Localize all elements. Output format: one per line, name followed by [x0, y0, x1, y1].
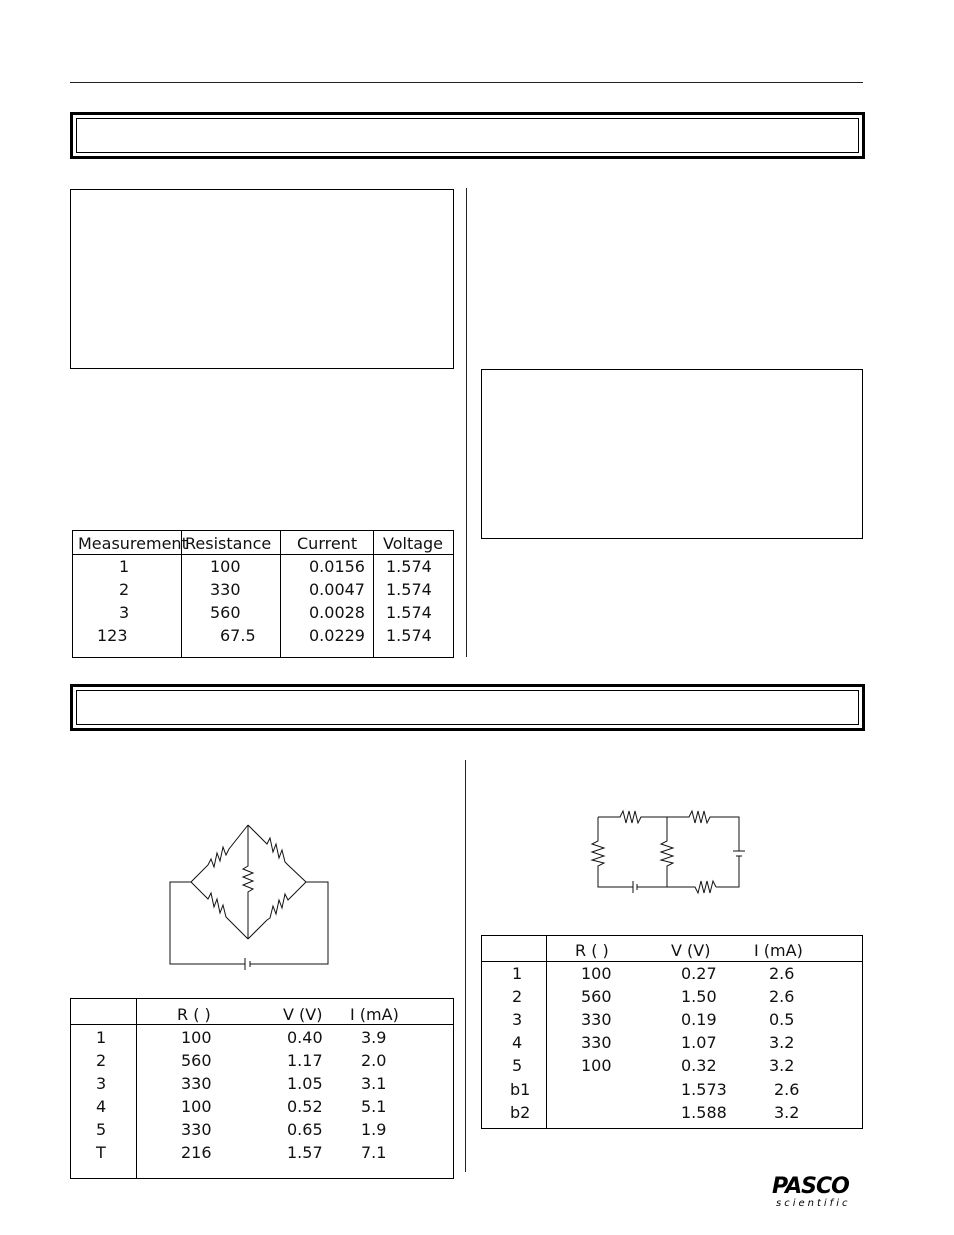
table-cell: 330 — [181, 1074, 212, 1093]
table-cell: 67.5 — [220, 626, 256, 645]
table-cell: 0.0028 — [309, 603, 365, 622]
table-cell: b1 — [510, 1080, 531, 1099]
table-cell: 3.1 — [361, 1074, 387, 1093]
table-cell: 1.57 — [287, 1143, 323, 1162]
table-cell: 330 — [181, 1120, 212, 1139]
table-cell: 560 — [181, 1051, 212, 1070]
column-divider-bottom — [465, 760, 466, 1172]
table-cell: 2 — [119, 580, 130, 599]
table-cell: 2.0 — [361, 1051, 387, 1070]
table-cell: 100 — [210, 557, 241, 576]
table-cell: 3.2 — [774, 1103, 800, 1122]
table-header: I (mA) — [350, 1005, 399, 1024]
table-cell: 4 — [96, 1097, 107, 1116]
empty-answer-box-right — [481, 369, 863, 539]
table-cell: 100 — [181, 1097, 212, 1116]
table-cell: 1.574 — [386, 580, 432, 599]
table-cell: 3 — [119, 603, 130, 622]
table-cell: 0.0047 — [309, 580, 365, 599]
bridge-circuit-diagram — [165, 818, 335, 970]
table-cell: 1.50 — [681, 987, 717, 1006]
table-cell: 3 — [96, 1074, 107, 1093]
table-cell: 0.0156 — [309, 557, 365, 576]
table-cell: 0.52 — [287, 1097, 323, 1116]
table-cell: 0.5 — [769, 1010, 795, 1029]
table-header: V (V) — [283, 1005, 323, 1024]
table-header: I (mA) — [754, 941, 803, 960]
table-cell: 1 — [96, 1028, 107, 1047]
table-cell: 216 — [181, 1143, 212, 1162]
table-cell: 0.27 — [681, 964, 717, 983]
table-cell: 1.574 — [386, 603, 432, 622]
table-cell: 2.6 — [769, 964, 795, 983]
table-cell: 330 — [581, 1033, 612, 1052]
table-cell: 3.2 — [769, 1056, 795, 1075]
section-banner-bottom — [70, 684, 865, 731]
table-cell: 1.17 — [287, 1051, 323, 1070]
table-cell: 123 — [97, 626, 128, 645]
table-cell: 0.65 — [287, 1120, 323, 1139]
table-cell: 0.19 — [681, 1010, 717, 1029]
table-cell: 1.574 — [386, 626, 432, 645]
table-cell: 560 — [581, 987, 612, 1006]
table-cell: 3 — [512, 1010, 523, 1029]
table-cell: 100 — [581, 1056, 612, 1075]
table-header: Measurement — [78, 534, 188, 553]
table-cell: 1.574 — [386, 557, 432, 576]
table-cell: 5.1 — [361, 1097, 387, 1116]
table-cell: 1.05 — [287, 1074, 323, 1093]
table-cell: 1.588 — [681, 1103, 727, 1122]
logo-brand: PASCO — [772, 1174, 849, 1199]
table-cell: 100 — [181, 1028, 212, 1047]
table-header: Resistance — [185, 534, 272, 553]
table-cell: 330 — [210, 580, 241, 599]
series-parallel-circuit-diagram — [588, 805, 748, 897]
table-header: R ( ) — [575, 941, 609, 960]
table-cell: 560 — [210, 603, 241, 622]
table-header: Current — [297, 534, 358, 553]
table-cell: 2.6 — [769, 987, 795, 1006]
table-cell: 3.9 — [361, 1028, 387, 1047]
table-cell: T — [96, 1143, 106, 1162]
table-cell: 1 — [119, 557, 130, 576]
table-cell: 1.9 — [361, 1120, 387, 1139]
ladder-results-table — [481, 935, 863, 1129]
table-cell: 1.573 — [681, 1080, 727, 1099]
empty-answer-box-left — [70, 189, 454, 369]
table-cell: 5 — [96, 1120, 107, 1139]
table-cell: 7.1 — [361, 1143, 387, 1162]
table-header: R ( ) — [177, 1005, 211, 1024]
table-header: Voltage — [383, 534, 444, 553]
pasco-logo — [772, 1176, 862, 1210]
table-cell: 2 — [512, 987, 523, 1006]
table-cell: 2.6 — [774, 1080, 800, 1099]
table-cell: 0.32 — [681, 1056, 717, 1075]
parallel-measurement-table — [72, 530, 454, 658]
table-cell: 1 — [512, 964, 523, 983]
table-cell: 5 — [512, 1056, 523, 1075]
table-cell: 100 — [581, 964, 612, 983]
header-rule — [70, 82, 863, 83]
logo-tagline: scientific — [776, 1198, 851, 1209]
table-cell: 4 — [512, 1033, 523, 1052]
table-cell: 0.0229 — [309, 626, 365, 645]
section-banner-top — [70, 112, 865, 159]
table-cell: 2 — [96, 1051, 107, 1070]
table-cell: 3.2 — [769, 1033, 795, 1052]
table-cell: 0.40 — [287, 1028, 323, 1047]
column-divider-top — [466, 188, 467, 657]
table-cell: b2 — [510, 1103, 531, 1122]
table-cell: 1.07 — [681, 1033, 717, 1052]
bridge-results-table — [70, 998, 454, 1179]
table-cell: 330 — [581, 1010, 612, 1029]
table-header: V (V) — [671, 941, 711, 960]
